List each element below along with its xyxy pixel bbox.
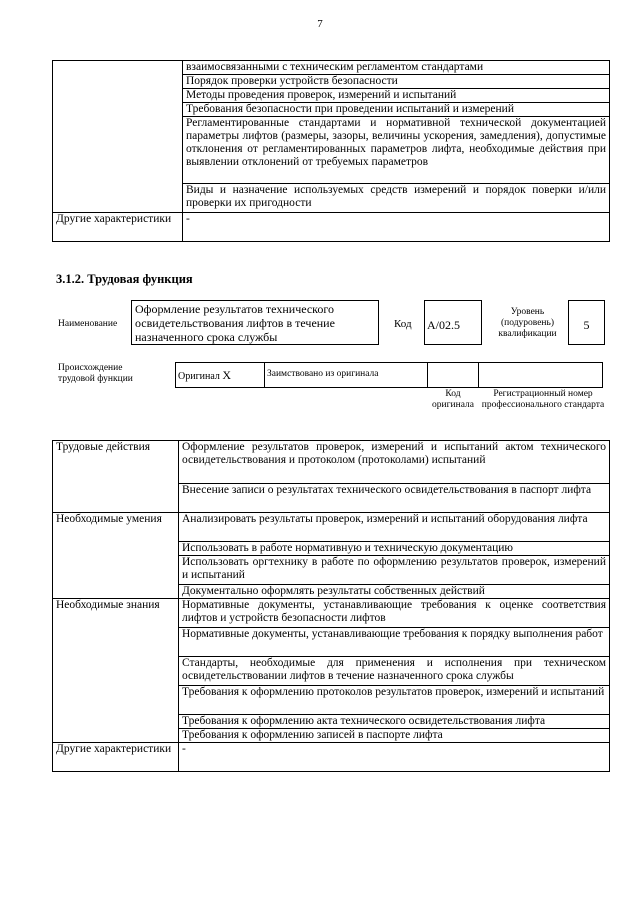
page-number: 7	[317, 18, 323, 30]
table-cell: Оформление результатов проверок, измерений и испытаний актом технического освидетельствования и протоколом (протоколами) испытаний	[179, 441, 610, 484]
table-cell: взаимосвязанными с техническим регламентом стандартами	[183, 61, 610, 75]
table-row	[53, 743, 610, 772]
origin-label: Происхождение трудовой функции	[58, 363, 133, 384]
code-label: Код	[394, 318, 412, 330]
table-row	[53, 213, 610, 242]
table-cell: Нормативные документы, устанавливающие требования к порядку выполнения работ	[179, 628, 610, 657]
table-cell: Анализировать результаты проверок, измерений и испытаний оборудования лифта	[179, 513, 610, 542]
level-label: Уровень (подуровень) квалификации	[498, 307, 557, 339]
name-label: Наименование	[58, 319, 118, 329]
table-cell: Нормативные документы, устанавливающие требования к оценке соответствия лифтов и устройств безопасности лифтов	[179, 599, 610, 628]
reg-num-label: Регистрационный номер профессионального стандарта	[481, 389, 605, 410]
table-cell: Виды и назначение используемых средств измерений и порядок поверки и/или проверки их пригодности	[183, 184, 610, 213]
borrowed-cell: Заимствовано из оригинала	[265, 363, 428, 387]
table-cell: Методы проведения проверок, измерений и испытаний	[183, 89, 610, 103]
table-cell: Регламентированные стандартами и нормативной технической документацией параметры лифтов (размеры, зазоры, величины ускорения, замедления), допустимые отклонения от регламентированных параметров лифта, необходимые действия при выявлении отклонений от требуемых параметров	[183, 117, 610, 184]
table-cell: Использовать оргтехнику в работе по оформлению результатов проверок, измерений и испытаний	[179, 556, 610, 585]
row-label: Другие характеристики	[53, 213, 183, 242]
row-label: Трудовые действия	[53, 441, 179, 513]
table-cell: Требования к оформлению протоколов результатов проверок, измерений и испытаний	[179, 686, 610, 715]
table-cell: Требования безопасности при проведении испытаний и измерений	[183, 103, 610, 117]
table-cell: Внесение записи о результатах технического освидетельствования в паспорт лифта	[179, 484, 610, 513]
code-box: A/02.5	[424, 300, 482, 345]
function-name-box: Оформление результатов технического освидетельствования лифтов в течение назначенного срока службы	[131, 300, 379, 345]
labor-function-table	[52, 440, 610, 772]
table-cell: Стандарты, необходимые для применения и исполнения при техническом освидетельствовании лифтов в течение назначенного срока службы	[179, 657, 610, 686]
original-cell	[176, 363, 265, 387]
table-cell: Требования к оформлению акта технического освидетельствования лифта	[179, 715, 610, 729]
table-cell: -	[179, 743, 610, 772]
code-orig-label: Код оригинала	[432, 389, 474, 410]
table-cell: Документально оформлять результаты собственных действий	[179, 585, 610, 599]
table-row	[53, 599, 610, 628]
original-label: Оригинал	[178, 371, 220, 382]
row-label: Другие характеристики	[53, 743, 179, 772]
original-mark: X	[222, 368, 232, 382]
table-cell: -	[183, 213, 610, 242]
table-row	[53, 513, 610, 542]
table-cell: Требования к оформлению записей в паспорте лифта	[179, 729, 610, 743]
empty-label-cell	[53, 61, 183, 213]
table-cell: Использовать в работе нормативную и техническую документацию	[179, 542, 610, 556]
table-cell: Порядок проверки устройств безопасности	[183, 75, 610, 89]
table-row	[53, 61, 610, 75]
level-box: 5	[568, 300, 605, 345]
row-label: Необходимые умения	[53, 513, 179, 599]
code-orig-cell	[428, 363, 479, 387]
origin-row	[175, 362, 603, 388]
row-label: Необходимые знания	[53, 599, 179, 743]
table-row	[53, 441, 610, 484]
section-title: 3.1.2. Трудовая функция	[56, 272, 193, 286]
knowledge-table-continued	[52, 60, 610, 242]
